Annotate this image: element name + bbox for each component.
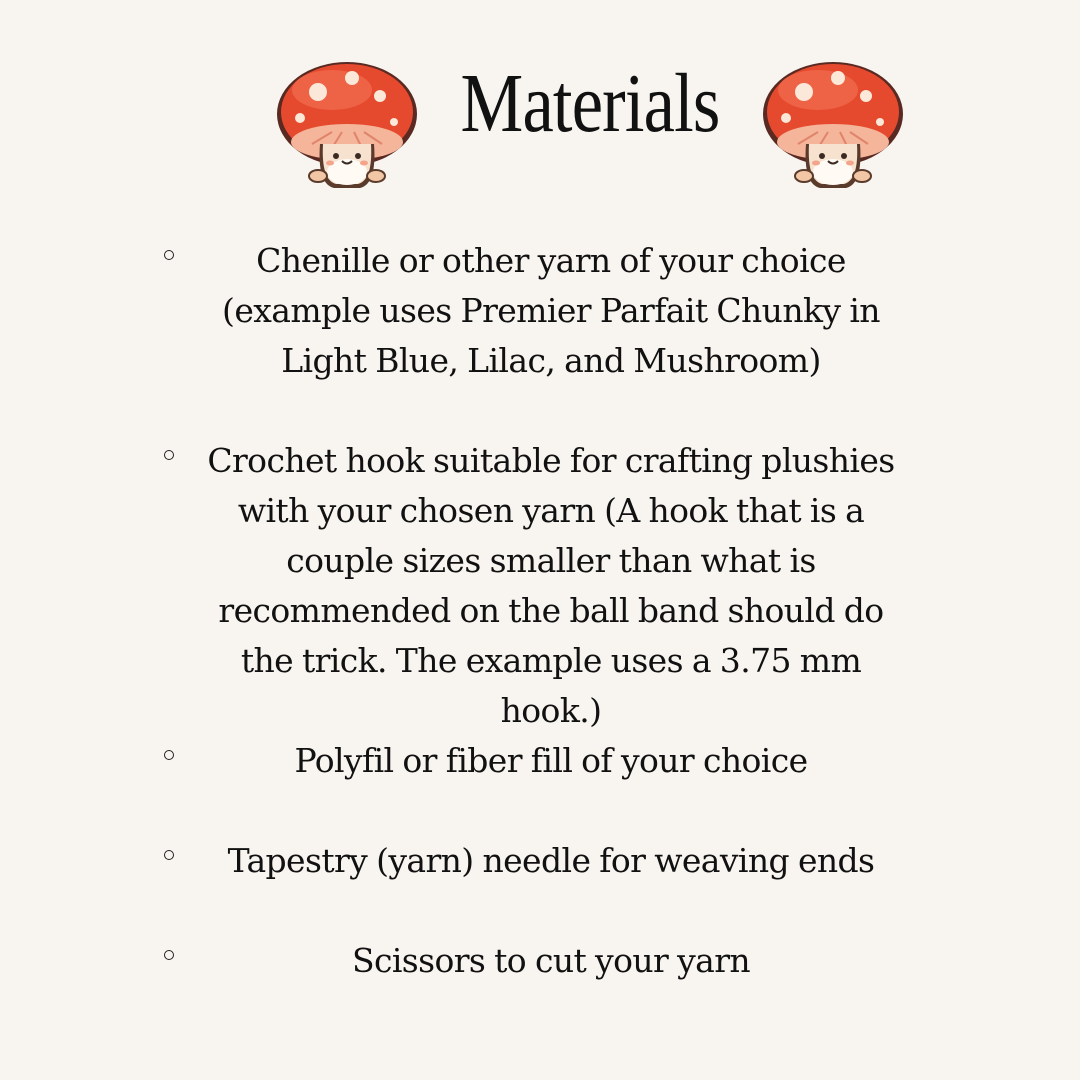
material-text: Chenille or other yarn of your choice (example uses Premier Parfait Chunky in Light Blue, Lilac, and Mushroom) xyxy=(222,241,880,380)
header xyxy=(0,40,1080,180)
bullet-circle-icon xyxy=(164,850,174,860)
material-text: Crochet hook suitable for crafting plushies with your chosen yarn (A hook that is a couple sizes smaller than what is recommended on the ball band should do the trick. The example uses a 3.75 mm hook.) xyxy=(207,441,895,730)
material-text: Scissors to cut your yarn xyxy=(351,941,751,980)
list-item xyxy=(0,936,1080,1036)
bullet-circle-icon xyxy=(164,750,174,760)
list-item xyxy=(0,736,1080,836)
material-text: Tapestry (yarn) needle for weaving ends xyxy=(227,841,875,880)
mushroom-character-icon xyxy=(272,52,422,192)
page-title: Materials xyxy=(460,57,720,150)
material-text: Polyfil or fiber fill of your choice xyxy=(294,741,808,780)
materials-list xyxy=(0,236,1080,1036)
bullet-circle-icon xyxy=(164,450,174,460)
list-item xyxy=(0,236,1080,436)
mushroom-character-icon xyxy=(758,52,908,192)
list-item xyxy=(0,836,1080,936)
list-item xyxy=(0,436,1080,736)
bullet-circle-icon xyxy=(164,950,174,960)
bullet-circle-icon xyxy=(164,250,174,260)
